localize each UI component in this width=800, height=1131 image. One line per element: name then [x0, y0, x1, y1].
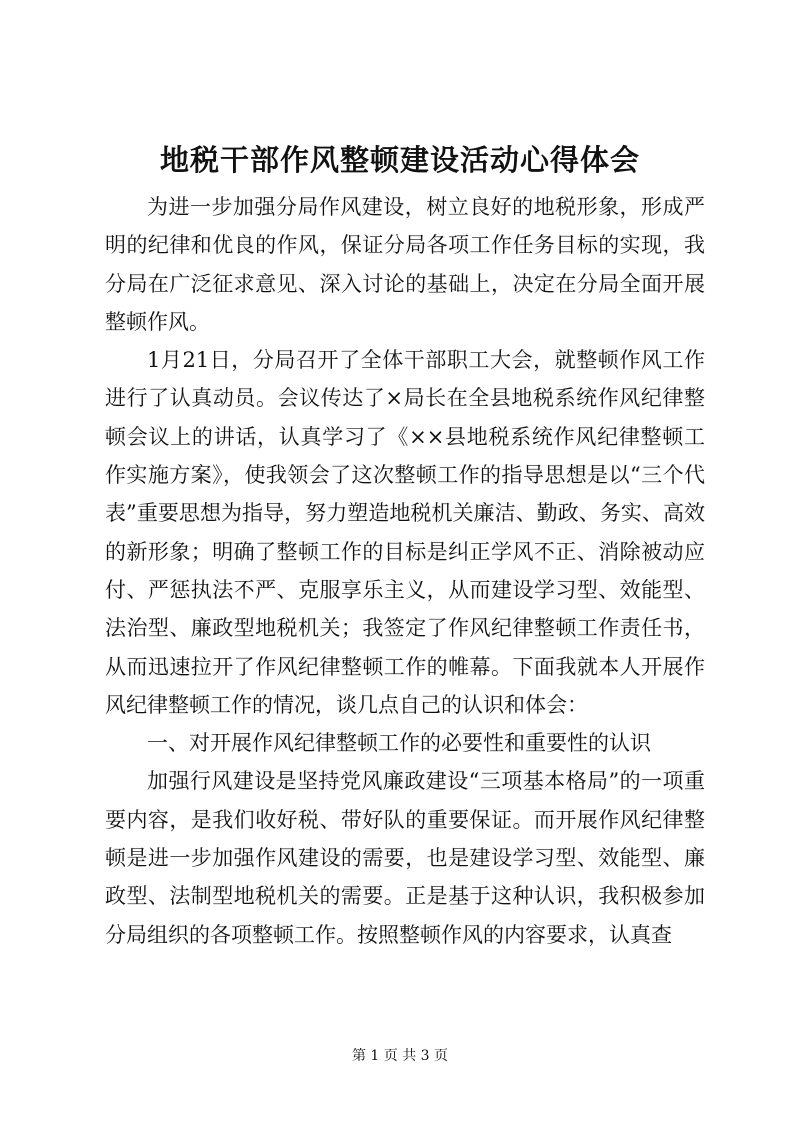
paragraph-3: 加强行风建设是坚持党风廉政建设“三项基本格局”的一项重要内容，是我们收好税、带好队的重要保证。而开展作风纪律整顿是进一步加强作风建设的需要，也是建设学习型、效能型、廉政型、法制型地税机关的需要。正是基于这种认识，我积极参加分局组织的各项整顿工作。按照整顿作风的内容要求，认真查: [105, 769, 705, 947]
document-body: [105, 188, 705, 954]
section-heading: 一、对开展作风纪律整顿工作的必要性和重要性的认识: [147, 731, 651, 756]
page-footer: 第 1 页 共 3 页: [351, 1048, 449, 1064]
document-title: 地税干部作风整顿建设活动心得体会: [159, 143, 640, 177]
paragraph-2: 1月21日，分局召开了全体干部职工大会，就整顿作风工作进行了认真动员。会议传达了×局长在全县地税系统作风纪律整顿会议上的讲话，认真学习了《××县地税系统作风纪律整顿工作实施方案》，使我领会了这次整顿工作的指导思想是以“三个代表”重要思想为指导，努力塑造地税机关廉洁、勤政、务实、高效的新形象；明确了整顿工作的目标是纠正学风不正、消除被动应付、严惩执法不严、克服享乐主义，从而建设学习型、效能型、法治型、廉政型地税机关；我签定了作风纪律整顿工作责任书，从而迅速拉开了作风纪律整顿工作的帷幕。下面我就本人开展作风纪律整顿工作的情况，谈几点自己的认识和体会：: [105, 348, 705, 717]
paragraph-1: 为进一步加强分局作风建设，树立良好的地税形象，形成严明的纪律和优良的作风，保证分局各项工作任务目标的实现，我分局在广泛征求意见、深入讨论的基础上，决定在分局全面开展整顿作风。: [105, 195, 705, 334]
